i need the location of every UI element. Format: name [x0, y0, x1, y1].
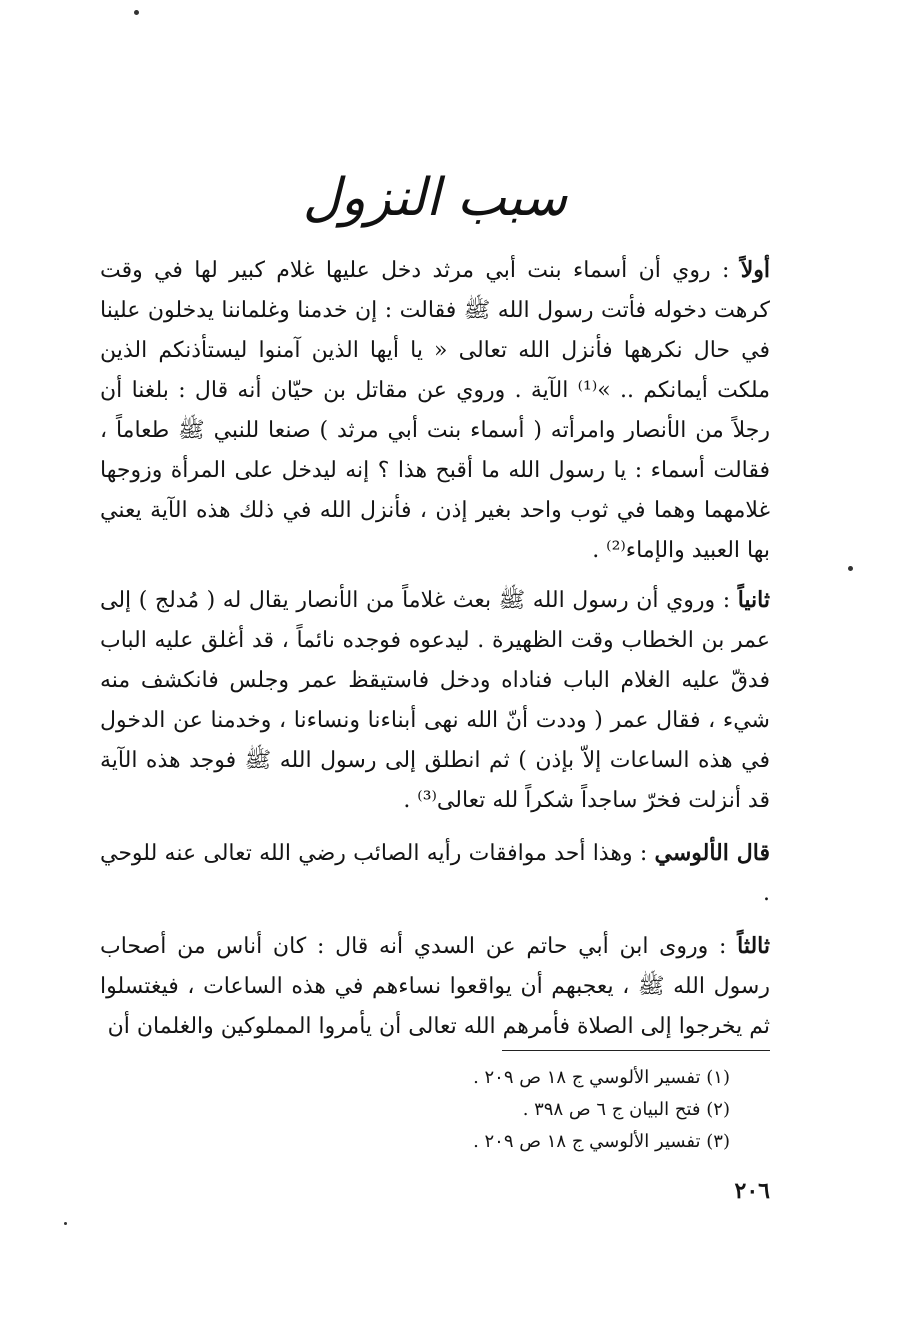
footnote-list — [310, 1062, 730, 1158]
paragraph-text: : وهذا أحد موافقات رأيه الصائب رضي الله تعالى عنه للوحي . — [100, 841, 770, 906]
page-number: ٢٠٦ — [734, 1178, 770, 1204]
paragraph-alusi — [100, 833, 770, 914]
paragraph-text: : وروي أن رسول الله ﷺ بعث غلاماً من الأنصار يقال له ( مُدلج ) إلى عمر بن الخطاب وقت الظهيرة . ليدعوه فوجده نائماً ، قد أغلق عليه الباب فدقّ عليه الغلام الباب فناداه ودخل فاستيقظ عمر وجلس فانكشف منه شيء ، فقال عمر ( وددت أنّ الله نهى أبناءنا ونساءنا ، وخدمنا عن الدخول في هذه الساعات إلاّ بإذن ) ثم انطلق إلى رسول الله ﷺ فوجد هذه الآية قد أنزلت فخرّ ساجداً شكراً لله تعالى⁽³⁾ . — [100, 588, 770, 813]
paragraph-text: : روي أن أسماء بنت أبي مرثد دخل عليها غلام كبير لها في وقت كرهت دخوله فأتت رسول الله ﷺ فقالت : إن خدمنا وغلماننا يدخلون علينا في حال نكرهها فأنزل الله تعالى « يا أيها الذين آمنوا ليستأذنكم الذين ملكت أيمانكم .. »⁽¹⁾ الآية . وروي عن مقاتل بن حيّان أنه قال : بلغنا أن رجلاً من الأنصار وامرأته ( أسماء بنت أبي مرثد ) صنعا للنبي ﷺ طعاماً ، فقالت أسماء : يا رسول الله ما أقبح هذا ؟ إنه ليدخل على المرأة وزوجها غلامهما وهما في ثوب واحد بغير إذن ، فأنزل الله في ذلك هذه الآية يعني بها العبيد والإماء⁽²⁾ . — [100, 258, 770, 563]
paragraph-text: : وروى ابن أبي حاتم عن السدي أنه قال : كان أناس من أصحاب رسول الله ﷺ ، يعجبهم أن يواقعوا نساءهم في هذه الساعات ، فيغتسلوا ثم يخرجوا إلى الصلاة فأمرهم الله تعالى أن يأمروا المملوكين والغلمان أن — [100, 934, 770, 1039]
footnote-item: (٢) فتح البيان ج ٦ ص ٣٩٨ . — [522, 1099, 730, 1120]
scan-speck — [64, 1222, 67, 1225]
section-heading: سبب النزول — [302, 168, 568, 228]
paragraph-lead: قال الألوسي — [654, 840, 770, 866]
footnote-item: (١) تفسير الألوسي ج ١٨ ص ٢٠٩ . — [473, 1067, 730, 1088]
paragraph-lead: ثالثاً — [737, 933, 770, 959]
paragraph-lead: ثانياً — [737, 587, 770, 613]
footnote-item: (٣) تفسير الألوسي ج ١٨ ص ٢٠٩ . — [473, 1131, 730, 1152]
paragraph-second — [100, 580, 770, 821]
document-page — [100, 0, 770, 1325]
paragraph-third — [100, 926, 770, 1047]
footnote-divider — [502, 1050, 770, 1051]
paragraph-lead: أولاً — [740, 257, 770, 283]
paragraph-first — [100, 250, 770, 571]
scan-speck — [134, 10, 139, 15]
scan-speck — [848, 566, 853, 571]
